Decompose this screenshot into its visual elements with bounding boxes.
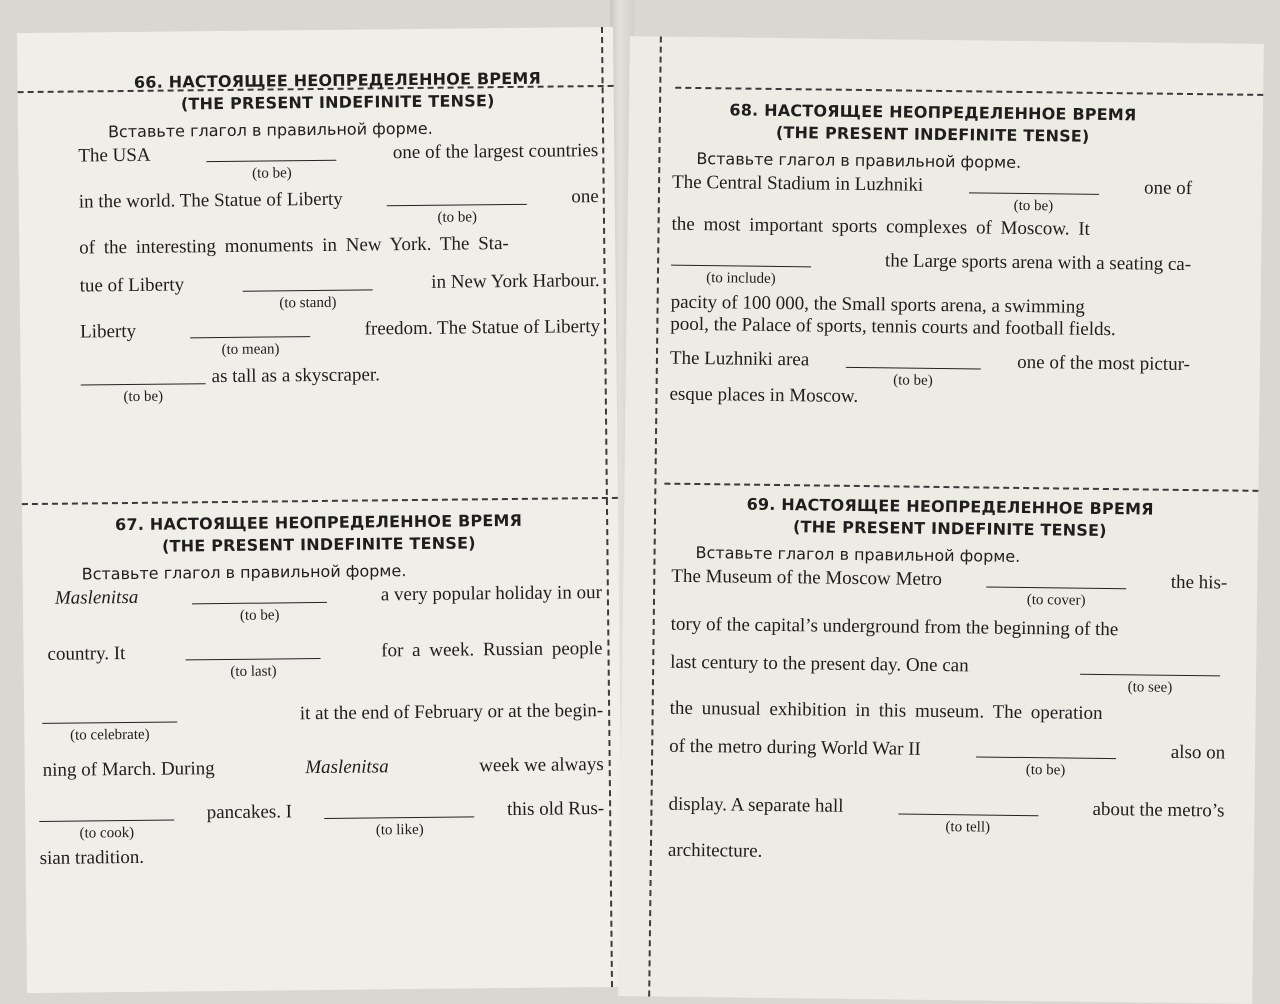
- cut-line: [22, 497, 618, 505]
- verb-hint: (to mean): [221, 341, 280, 359]
- text-line: [37, 583, 603, 645]
- exercise-title: 68. НАСТОЯЩЕЕ НЕОПРЕДЕЛЕННОЕ ВРЕМЯ: [729, 100, 1137, 125]
- text: display. A separate hall: [668, 793, 844, 817]
- answer-blank[interactable]: [186, 642, 321, 680]
- verb-hint: (to last): [230, 663, 277, 680]
- text: pancakes. I: [206, 801, 293, 824]
- verb-hint: (to include): [706, 270, 776, 287]
- verb-hint: (to be): [1025, 762, 1066, 779]
- text: the most important sports complexes of Moscow. It: [671, 213, 1091, 240]
- answer-blank[interactable]: [976, 740, 1116, 779]
- text: last century to the present day. One can: [670, 651, 969, 677]
- cut-line: [664, 483, 1258, 492]
- exercise-subtitle: (THE PRESENT INDEFINITE TENSE): [775, 122, 1090, 146]
- exercise-title: 67. НАСТОЯЩЕЕ НЕОПРЕДЕЛЕННОЕ ВРЕМЯ: [115, 510, 523, 535]
- text: of the interesting monuments in New York. The Sta-: [79, 233, 509, 259]
- text-line: [81, 363, 601, 414]
- text: this old Rus-: [506, 798, 605, 821]
- answer-blank[interactable]: [207, 144, 337, 182]
- verb-hint: (to be): [252, 165, 292, 182]
- text: the unusual exhibition in this museum. The operation: [669, 697, 1103, 724]
- text: pool, the Palace of sports, tennis courts and football fields.: [670, 313, 1116, 341]
- verb-hint: (to cook): [79, 824, 135, 842]
- text: for a week. Russian people: [381, 638, 603, 662]
- instruction: Вставьте глагол в правильной форме.: [81, 561, 407, 584]
- text: as tall as a skyscraper.: [211, 364, 381, 388]
- text: pacity of 100 000, the Small sports arena, a swimming: [670, 291, 1085, 318]
- text: Maslenitsa: [54, 586, 139, 609]
- exercise-title: 66. НАСТОЯЩЕЕ НЕОПРЕДЕЛЕННОЕ ВРЕМЯ: [133, 68, 542, 92]
- verb-hint: (to cover): [1026, 592, 1086, 609]
- text-line: [671, 249, 1191, 299]
- instruction: Вставьте глагол в правильной форме.: [107, 118, 433, 142]
- text: of the metro during World War II: [669, 735, 921, 760]
- text: The USA: [78, 144, 151, 167]
- text: tue of Liberty: [79, 274, 185, 297]
- verb-hint: (to be): [437, 209, 478, 226]
- text: week we always: [479, 754, 604, 777]
- text: architecture.: [667, 839, 763, 862]
- answer-blank[interactable]: [192, 586, 327, 624]
- right-page: [618, 36, 1264, 1004]
- verb-hint: (to like): [375, 821, 424, 839]
- text-line: [39, 799, 604, 849]
- text-line: [669, 737, 1226, 802]
- text: one of: [1143, 177, 1193, 200]
- text: the his-: [1170, 571, 1228, 594]
- text: The Luzhniki area: [669, 347, 810, 371]
- text-line: [80, 271, 600, 322]
- text-line: [671, 567, 1228, 622]
- answer-blank[interactable]: [243, 273, 373, 312]
- text: tory of the capital’s underground from the beginning of the: [670, 613, 1119, 641]
- text: about the metro’s: [1092, 798, 1225, 822]
- instruction: Вставьте глагол в правильной форме.: [695, 543, 1021, 566]
- text: esque places in Moscow.: [669, 383, 859, 407]
- verb-hint: (to tell): [945, 819, 991, 836]
- answer-blank[interactable]: [969, 176, 1099, 215]
- exercise-subtitle: (THE PRESENT INDEFINITE TENSE): [180, 91, 495, 114]
- verb-hint: (to be): [1013, 197, 1054, 215]
- text: the Large sports arena with a seating ca-: [884, 250, 1192, 276]
- answer-blank[interactable]: [81, 367, 206, 406]
- verb-hint: (to be): [239, 607, 280, 624]
- answer-blank[interactable]: [324, 800, 474, 839]
- verb-hint: (to be): [123, 388, 164, 406]
- text-line: [670, 653, 1227, 706]
- text: ning of March. During: [42, 758, 215, 781]
- exercise-68: [669, 99, 1193, 415]
- text: one of the most pictur-: [1017, 351, 1191, 376]
- text-line: [79, 187, 599, 238]
- text: one of the largest countries: [392, 140, 599, 164]
- exercise-67: [36, 509, 605, 879]
- answer-blank[interactable]: [671, 249, 811, 287]
- cut-line: [648, 37, 662, 997]
- exercise-subtitle: (THE PRESENT INDEFINITE TENSE): [161, 533, 476, 556]
- text: The Museum of the Moscow Metro: [671, 565, 943, 591]
- text: The Central Stadium in Luzhniki: [671, 171, 924, 196]
- exercise-title: 69. НАСТОЯЩЕЕ НЕОПРЕДЕЛЕННОЕ ВРЕМЯ: [746, 494, 1154, 519]
- verb-hint: (to celebrate): [69, 726, 150, 744]
- text-line: [668, 795, 1225, 848]
- exercise-69: [668, 493, 1229, 878]
- exercise-66: [77, 67, 601, 414]
- text: also on: [1170, 741, 1226, 764]
- answer-blank[interactable]: [898, 797, 1038, 836]
- text-line: [39, 755, 604, 805]
- answer-blank[interactable]: [846, 351, 981, 389]
- answer-blank[interactable]: [39, 804, 174, 842]
- answer-blank[interactable]: [190, 320, 310, 359]
- verb-hint: (to see): [1127, 679, 1173, 696]
- text: in the world. The Statue of Liberty: [78, 188, 343, 213]
- text-line: [38, 701, 604, 761]
- text: one: [571, 186, 599, 208]
- text: a very popular holiday in our: [380, 582, 602, 606]
- exercise-subtitle: (THE PRESENT INDEFINITE TENSE): [792, 517, 1107, 541]
- text: it at the end of February or at the begin-: [299, 700, 604, 725]
- text: freedom. The Statue of Liberty: [364, 316, 601, 340]
- verb-hint: (to be): [893, 372, 933, 389]
- left-page: [17, 27, 623, 993]
- text-line: [80, 317, 600, 368]
- text: Liberty: [80, 320, 137, 343]
- answer-blank[interactable]: [387, 188, 527, 226]
- text-line: [78, 141, 598, 192]
- verb-hint: (to stand): [279, 294, 337, 312]
- text-line: [669, 385, 1189, 415]
- cut-line: [675, 87, 1263, 96]
- answer-blank[interactable]: [1080, 658, 1220, 696]
- text: sian tradition.: [39, 846, 145, 869]
- answer-blank[interactable]: [986, 571, 1126, 609]
- answer-blank[interactable]: [42, 706, 177, 744]
- text: country. It: [47, 643, 126, 665]
- text: Maslenitsa: [305, 756, 389, 779]
- text-line: [37, 639, 603, 707]
- text: in New York Harbour.: [431, 270, 600, 293]
- instruction: Вставьте глагол в правильной форме.: [696, 148, 1022, 172]
- text-line: [40, 843, 605, 879]
- text-line: [668, 841, 1224, 878]
